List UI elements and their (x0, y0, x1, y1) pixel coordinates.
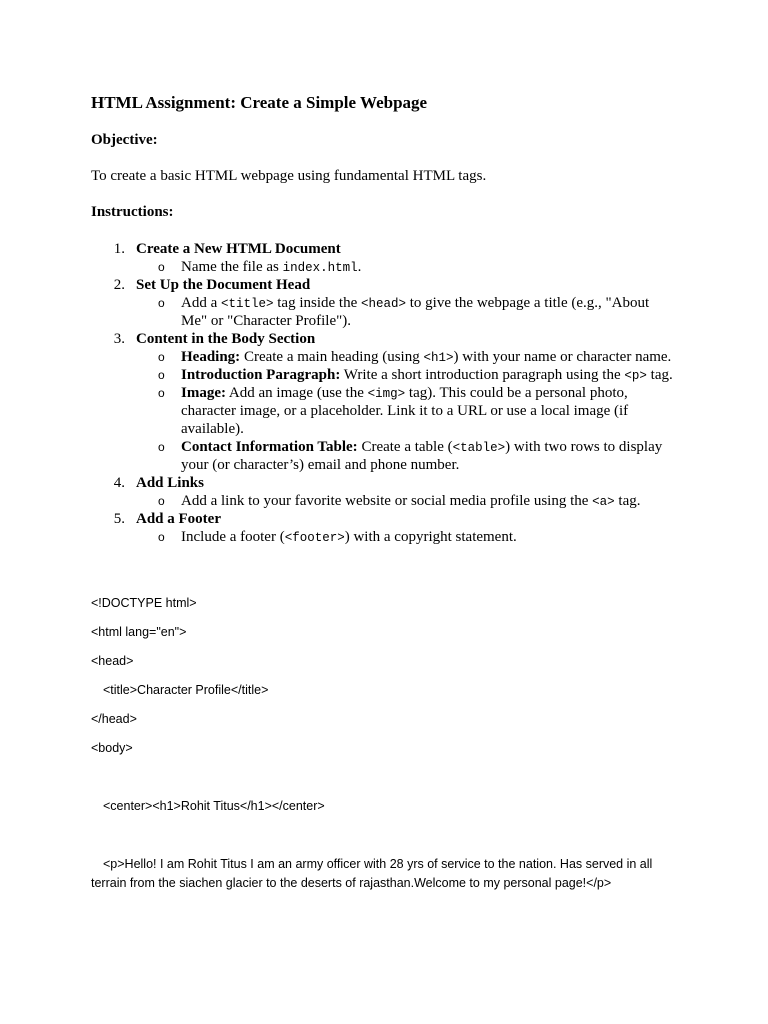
code-line-head-close: </head> (91, 712, 137, 726)
sub-item-continuation: your (or character’s) email and phone number. (181, 457, 460, 473)
instructions-label: Instructions: (91, 204, 174, 220)
sub-item (181, 528, 517, 547)
step-title: Set Up the Document Head (136, 277, 311, 293)
document-title: HTML Assignment: Create a Simple Webpage (91, 93, 428, 112)
sub-item (181, 348, 671, 367)
sub-item (181, 258, 361, 277)
step-number: 1. (113, 241, 125, 257)
step-number: 3. (113, 331, 125, 347)
step-title: Create a New HTML Document (136, 241, 341, 257)
sub-item-continuation: character image, or a placeholder. Link it to a URL or use a local image (if (181, 403, 629, 419)
bullet-marker: o (158, 368, 165, 382)
code-line-body-open: <body> (91, 741, 133, 755)
sub-item (181, 366, 673, 385)
sub-item-continuation: available). (181, 421, 244, 437)
sub-text: Add an image (use the (226, 385, 368, 401)
inline-code: <img> (367, 387, 406, 401)
inline-code: index.html (282, 261, 358, 275)
sub-text: Add a link to your favorite website or social media profile using the (181, 493, 593, 509)
bullet-marker: o (158, 494, 165, 508)
sub-bold-label: Contact Information Table: (181, 439, 358, 455)
code-line-title: <title>Character Profile</title> (103, 683, 269, 697)
sub-text: Write a short introduction paragraph using the (340, 367, 625, 383)
bullet-marker: o (158, 260, 165, 274)
sub-text: tag. (614, 493, 641, 509)
sub-bold-label: Introduction Paragraph: (181, 367, 341, 383)
sub-item (181, 438, 662, 457)
sub-text: Name the file as (181, 259, 283, 275)
code-line-paragraph-1: <p>Hello! I am Rohit Titus I am an army officer with 28 yrs of service to the nation. Has served in all (103, 857, 653, 871)
step-number: 5. (113, 511, 125, 527)
inline-code: <footer> (284, 531, 345, 545)
sub-text: ) with a copyright statement. (344, 529, 517, 545)
step-title: Add a Footer (136, 511, 221, 527)
sub-item (181, 492, 641, 511)
sub-item (181, 384, 628, 403)
sub-item-continuation: Me" or "Character Profile"). (181, 313, 351, 329)
sub-text: Add a (181, 295, 221, 311)
inline-code: <p> (624, 369, 647, 383)
bullet-marker: o (158, 350, 165, 364)
code-line-doctype: <!DOCTYPE html> (91, 596, 197, 610)
code-line-html-open: <html lang="en"> (91, 625, 187, 639)
sub-text: to give the webpage a title (e.g., "About (406, 295, 650, 311)
sub-text: Include a footer ( (181, 529, 285, 545)
code-line-paragraph-2: terrain from the siachen glacier to the deserts of rajasthan.Welcome to my personal page!</p> (91, 876, 612, 890)
sub-text: . (357, 259, 362, 275)
objective-label: Objective: (91, 132, 158, 148)
sub-text: Create a main heading (using (240, 349, 424, 365)
inline-code: <table> (452, 441, 506, 455)
sub-text: ) with your name or character name. (453, 349, 672, 365)
bullet-marker: o (158, 296, 165, 310)
code-line-head-open: <head> (91, 654, 134, 668)
inline-code: <title> (221, 297, 274, 311)
step-number: 2. (113, 277, 125, 293)
inline-code: <h1> (423, 351, 454, 365)
sub-text: tag. (646, 367, 673, 383)
inline-code: <head> (361, 297, 407, 311)
sub-bold-label: Image: (181, 385, 226, 401)
sub-bold-label: Heading: (181, 349, 241, 365)
step-title: Content in the Body Section (136, 331, 316, 347)
sub-text: Create a table ( (357, 439, 453, 455)
sub-text: tag inside the (273, 295, 361, 311)
bullet-marker: o (158, 386, 165, 400)
sub-item (181, 294, 649, 313)
bullet-marker: o (158, 530, 165, 544)
sub-text: ) with two rows to display (505, 439, 663, 455)
inline-code: <a> (592, 495, 615, 509)
code-line-center-heading: <center><h1>Rohit Titus</h1></center> (103, 799, 325, 813)
bullet-marker: o (158, 440, 165, 454)
step-number: 4. (113, 475, 125, 491)
step-title: Add Links (136, 475, 204, 491)
sub-text: tag). This could be a personal photo, (405, 385, 628, 401)
objective-text: To create a basic HTML webpage using fundamental HTML tags. (91, 168, 487, 184)
